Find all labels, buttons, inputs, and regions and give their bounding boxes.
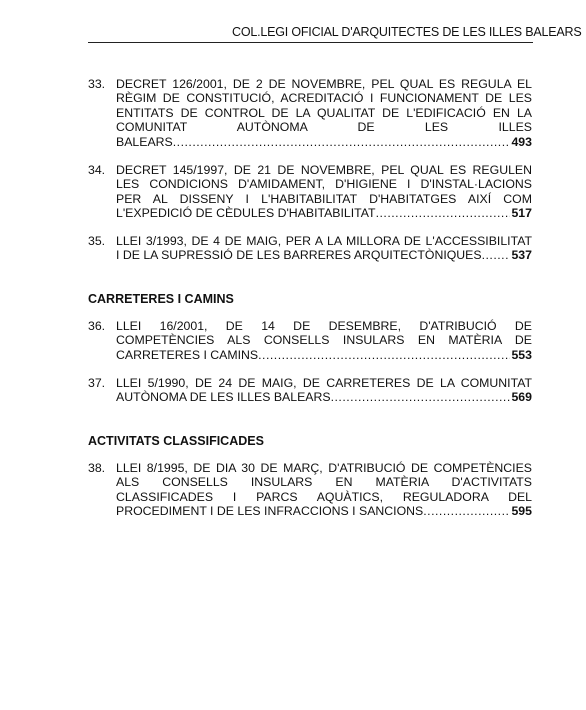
page-number: 493: [511, 134, 532, 149]
entry-number: 36.: [88, 319, 106, 333]
entry-title-lastline: CARRETERES I CAMINS .....: [116, 348, 510, 362]
toc-entry: [88, 234, 532, 263]
entry-title-line: ENTITATS DE CONTROL DE LA QUALITAT DE L'EDIFICACIÓ EN LA: [116, 105, 532, 120]
entry-number: 33.: [88, 77, 106, 91]
toc-entry: [88, 461, 532, 519]
entry-title-lastline: BALEARS .....: [116, 135, 510, 149]
entry-title-lastline: AUTÒNOMA DE LES ILLES BALEARS .....: [116, 390, 510, 404]
entry-title-line: PER AL DISSENY I L'HABITABILITAT D'HABITATGES AIXÍ COM: [116, 191, 532, 206]
toc-entry: [88, 319, 532, 362]
entry-title-lastline: I DE LA SUPRESSIÓ DE LES BARRERES ARQUITECTÒNIQUES .....: [116, 248, 510, 262]
entry-title-line: LLEI 16/2001, DE 14 DE DESEMBRE, D'ATRIBUCIÓ DE: [116, 319, 532, 333]
section-heading: CARRETERES I CAMINS: [88, 292, 234, 306]
entry-title-line: LLEI 5/1990, DE 24 DE MAIG, DE CARRETERES DE LA COMUNITAT: [116, 376, 532, 390]
entry-title-line: COMUNITAT AUTÒNOMA DE LES ILLES: [116, 120, 532, 135]
page-number: 537: [511, 248, 532, 263]
page-header: COL.LEGI OFICIAL D'ARQUITECTES DE LES ILLES BALEARS: [232, 25, 582, 39]
page-number: 569: [511, 390, 532, 405]
entry-last-line: [116, 348, 532, 362]
entry-number: 35.: [88, 234, 106, 248]
entry-last-line: [116, 206, 532, 220]
entry-last-line: [116, 248, 532, 262]
entry-number: 37.: [88, 376, 106, 390]
toc-entry: [88, 77, 532, 149]
entry-title-lastline: L'EXPEDICIÓ DE CÈDULES D'HABITABILITAT .....: [116, 206, 510, 220]
entry-title-line: LLEI 8/1995, DE DIA 30 DE MARÇ, D'ATRIBUCIÓ DE COMPETÈNCIES: [116, 461, 532, 475]
entry-title-line: LLEI 3/1993, DE 4 DE MAIG, PER A LA MILLORA DE L'ACCESSIBILITAT: [116, 234, 532, 248]
entry-title-line: ALS CONSELLS INSULARS EN MATÈRIA D'ACTIVITATS: [116, 475, 532, 490]
entry-title-line: DECRET 126/2001, DE 2 DE NOVEMBRE, PEL QUAL ES REGULA EL: [116, 77, 532, 91]
page-number: 595: [511, 504, 532, 519]
entry-number: 38.: [88, 461, 106, 475]
entry-title-line: COMPETÈNCIES ALS CONSELLS INSULARS EN MATÈRIA DE: [116, 333, 532, 348]
entry-title-line: LES CONDICIONS D'AMIDAMENT, D'HIGIENE I D'INSTAL·LACIONS: [116, 177, 532, 192]
entry-title-line: DECRET 145/1997, DE 21 DE NOVEMBRE, PEL QUAL ES REGULEN: [116, 163, 532, 177]
toc-entry: [88, 163, 532, 221]
entry-title-line: RÈGIM DE CONSTITUCIÓ, ACREDITACIÓ I FUNCIONAMENT DE LES: [116, 91, 532, 106]
entry-last-line: [116, 135, 532, 149]
entry-number: 34.: [88, 163, 106, 177]
entry-title-line: CLASSIFICADES I PARCS AQUÀTICS, REGULADORA DEL: [116, 489, 532, 504]
entry-title-lastline: PROCEDIMENT I DE LES INFRACCIONS I SANCIONS .....: [116, 504, 510, 518]
toc-entry: [88, 376, 532, 405]
page-number: 517: [511, 206, 532, 221]
section-heading: ACTIVITATS CLASSIFICADES: [88, 434, 264, 448]
page-number: 553: [511, 347, 532, 362]
entry-last-line: [116, 504, 532, 518]
entry-last-line: [116, 390, 532, 404]
header-rule: [88, 42, 533, 43]
